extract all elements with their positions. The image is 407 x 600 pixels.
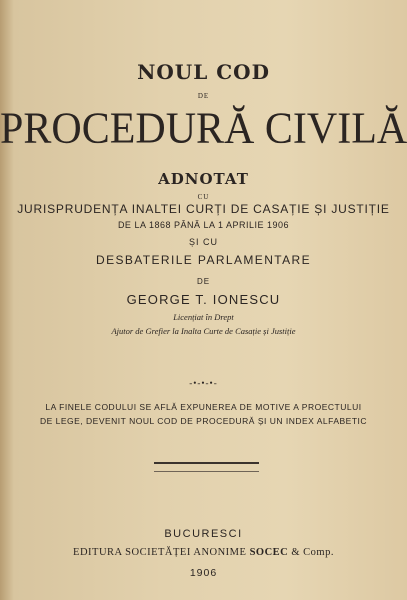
note-line-1: LA FINELE CODULUI SE AFLĂ EXPUNEREA DE MOTIVE A PROECTULUI xyxy=(45,402,362,412)
subtitle-de: DE xyxy=(196,277,211,286)
publisher-name: SOCEC xyxy=(249,547,289,558)
publisher-suffix: & Comp. xyxy=(291,547,334,558)
subtitle-si-cu: ȘI CU xyxy=(188,237,218,247)
title-line-1: NOUL COD xyxy=(137,60,270,84)
note-line-2: DE LEGE, DEVENIT NOUL COD DE PROCEDURĂ ȘI UN INDEX ALFABETIC xyxy=(39,416,368,426)
subtitle-cu: CU xyxy=(197,193,210,201)
author-title-2: Ajutor de Grefier la Inalta Curte de Casație și Justiție xyxy=(111,326,296,336)
author-title-1: Licențiat în Drept xyxy=(173,312,234,322)
subtitle-desbaterile: DESBATERILE PARLAMENTARE xyxy=(96,253,311,267)
publisher-prefix: EDITURA SOCIETĂȚEI ANONIME xyxy=(73,547,247,558)
title-adnotat: ADNOTAT xyxy=(158,170,249,188)
title-main: PROCEDURĂ CIVILĂ xyxy=(0,104,407,154)
imprint-city: BUCURESCI xyxy=(164,528,243,540)
imprint-year: 1906 xyxy=(189,567,218,579)
divider-rule-thin xyxy=(154,471,259,472)
divider-rule xyxy=(154,462,259,464)
ornament-divider: -•-•-•- xyxy=(189,378,218,388)
subtitle-date-range: DE LA 1868 PÂNĂ LA 1 APRILIE 1906 xyxy=(117,220,290,230)
imprint-publisher xyxy=(0,547,407,558)
author-name: GEORGE T. IONESCU xyxy=(126,292,281,307)
subtitle-jurisprudenta: JURISPRUDENȚA INALTEI CURȚI DE CASAȚIE ȘI JUSTIȚIE xyxy=(17,202,390,216)
title-de: DE xyxy=(197,92,210,100)
